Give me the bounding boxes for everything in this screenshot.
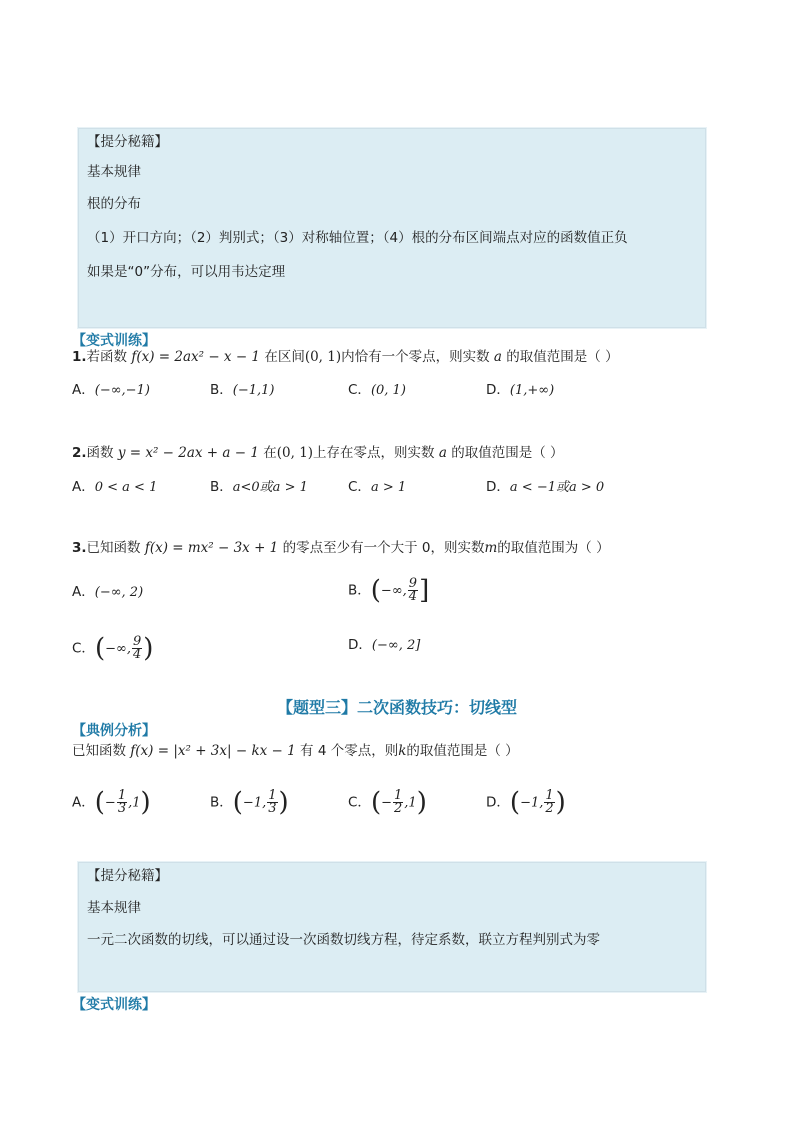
tip-title: 【提分秘籍】 xyxy=(87,868,168,884)
option-c[interactable]: C．(− $\frac{1}{2}$ ,1) xyxy=(348,787,427,818)
math-interval: (0, 1) xyxy=(304,349,342,365)
question-number: 2. xyxy=(72,445,87,461)
question-text: 上存在零点，则实数 xyxy=(313,445,435,461)
question-3 xyxy=(72,539,610,557)
option-b[interactable]: B．(−1, $\frac{1}{3}$ ) xyxy=(210,787,289,818)
question-text: 的取值范围是（ ） xyxy=(506,349,619,365)
tip-line: 基本规律 xyxy=(87,900,141,916)
question-text: 的取值范围是（ ） xyxy=(451,445,564,461)
tip-box-1 xyxy=(78,128,706,328)
example-tag: 【典例分析】 xyxy=(72,723,156,739)
option-a[interactable]: A．(−∞, 2) xyxy=(72,584,144,600)
math-var: m xyxy=(484,540,498,556)
tip-line: 一元二次函数的切线，可以通过设一次函数切线方程，待定系数，联立方程判别式为零 xyxy=(87,932,600,948)
math-var: k xyxy=(398,743,407,759)
question-text: 已知函数 xyxy=(72,743,126,759)
option-c[interactable]: C．a > 1 xyxy=(348,479,407,495)
option-a[interactable]: A．(−∞,−1) xyxy=(72,382,150,398)
math-expr: f(x) = mx² − 3x + 1 xyxy=(144,540,279,556)
math-interval: (0, 1) xyxy=(276,445,314,461)
math-expr: y = x² − 2ax + a − 1 xyxy=(117,445,259,461)
tip-box-2 xyxy=(78,862,706,992)
option-d[interactable]: D．(−1, $\frac{1}{2}$ ) xyxy=(486,787,566,818)
question-text: 的取值范围是（ ） xyxy=(406,743,519,759)
tip-line: 根的分布 xyxy=(87,196,141,212)
question-text: 在 xyxy=(263,445,277,461)
question-1 xyxy=(72,348,619,366)
section-heading: 【题型三】二次函数技巧：切线型 xyxy=(276,698,517,717)
tip-title: 【提分秘籍】 xyxy=(87,134,168,150)
practice-tag: 【变式训练】 xyxy=(72,333,156,349)
question-text: 的取值范围为（ ） xyxy=(497,540,610,556)
math-var: a xyxy=(493,349,502,365)
question-text: 的零点至少有一个大于 0，则实数 xyxy=(282,540,485,556)
question-text: 函数 xyxy=(86,445,114,461)
option-a[interactable]: A．0 < a < 1 xyxy=(72,479,158,495)
practice-tag: 【变式训练】 xyxy=(72,997,156,1013)
question-2 xyxy=(72,444,564,462)
tip-line: 基本规律 xyxy=(87,164,141,180)
question-text: 已知函数 xyxy=(86,540,141,556)
question-text: 内恰有一个零点，则实数 xyxy=(341,349,490,365)
option-b[interactable]: B．(−1,1) xyxy=(210,382,275,398)
tip-line: （1）开口方向；（2）判别式；（3）对称轴位置；（4）根的分布区间端点对应的函数值正负 xyxy=(87,230,628,246)
math-expr: f(x) = |x² + 3x| − kx − 1 xyxy=(130,743,296,759)
option-d[interactable]: D．(1,+∞) xyxy=(486,382,555,398)
example-question xyxy=(72,742,519,760)
option-a[interactable]: A．(− $\frac{1}{3}$ ,1) xyxy=(72,787,151,818)
option-c[interactable]: C．(0, 1) xyxy=(348,382,406,398)
question-number: 3. xyxy=(72,540,87,556)
math-expr: f(x) = 2ax² − x − 1 xyxy=(131,349,261,365)
question-text: 若函数 xyxy=(86,349,128,365)
question-number: 1. xyxy=(72,349,87,365)
question-text: 在区间 xyxy=(264,349,305,365)
tip-line: 如果是“0”分布，可以用韦达定理 xyxy=(87,264,286,280)
question-text: 有 4 个零点，则 xyxy=(300,743,399,759)
math-var: a xyxy=(438,445,447,461)
option-d[interactable]: D．a < −1或a > 0 xyxy=(486,479,605,495)
option-b[interactable]: B．(−∞, $\frac{9}{4}$ ] xyxy=(348,575,430,606)
option-c[interactable]: C．(−∞, $\frac{9}{4}$ ) xyxy=(72,633,154,664)
option-b[interactable]: B．a<0或a > 1 xyxy=(210,479,308,495)
option-d[interactable]: D．(−∞, 2] xyxy=(348,637,421,653)
